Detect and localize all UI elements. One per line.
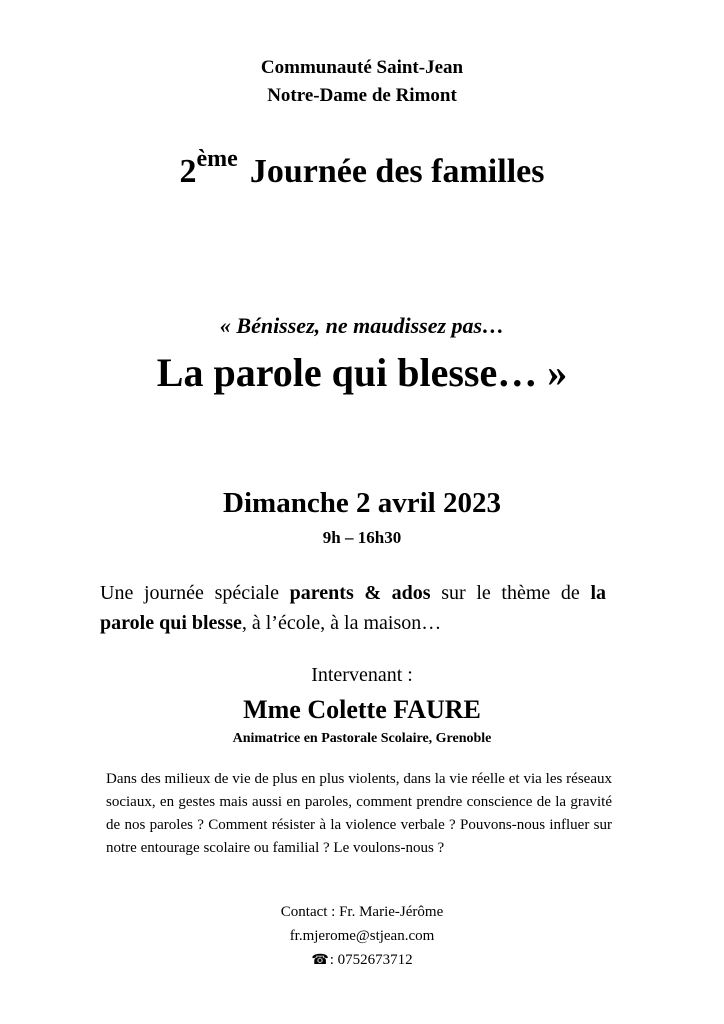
contact-block	[0, 900, 724, 973]
organization-header	[0, 54, 724, 110]
contact-phone-number: : 0752673712	[329, 952, 413, 968]
intro-text-1: Une journée spéciale	[100, 582, 290, 604]
theme-quote-line-1: « Bénissez, ne maudissez pas…	[219, 313, 505, 338]
description-paragraph: Dans des milieux de vie de plus en plus violents, dans la vie réelle et via les réseaux sociaux, en gestes mais aussi en paroles, comment prendre conscience de la gravité de nos paroles ? Comment résister à la violence verbale ? Pouvons-nous influer sur notre entourage scolaire ou familial ? Le voulons-nous ?	[106, 771, 612, 856]
telephone-icon: ☎	[311, 953, 329, 968]
speaker-name: Mme Colette FAURE	[243, 695, 481, 724]
event-date: Dimanche 2 avril 2023	[223, 487, 501, 519]
contact-email[interactable]: fr.mjerome@stjean.com	[289, 928, 435, 944]
event-ordinal-suffix: ème	[196, 146, 238, 172]
intro-highlight-theme: la parole qui blesse	[100, 582, 607, 634]
intro-paragraph	[100, 578, 606, 638]
speaker-role: Animatrice en Pastorale Scolaire, Grenoble	[232, 731, 492, 746]
contact-person: Contact : Fr. Marie-Jérôme	[280, 904, 444, 920]
contact-phone[interactable]	[0, 948, 724, 973]
theme-quote-line-2: La parole qui blesse… »	[156, 350, 568, 395]
event-ordinal-number: 2	[179, 153, 197, 190]
event-title-text: Journée des familles	[249, 153, 545, 190]
intro-text-2: sur le thème de	[430, 582, 591, 604]
speaker-label: Intervenant :	[311, 664, 413, 686]
organization-name: Communauté Saint-Jean	[260, 57, 464, 78]
event-hours: 9h – 16h30	[322, 528, 402, 547]
organization-location: Notre-Dame de Rimont	[267, 85, 457, 106]
intro-text-3: , à l’école, à la maison…	[241, 612, 442, 634]
event-title	[0, 146, 724, 195]
intro-highlight-audience: parents & ados	[289, 582, 431, 604]
